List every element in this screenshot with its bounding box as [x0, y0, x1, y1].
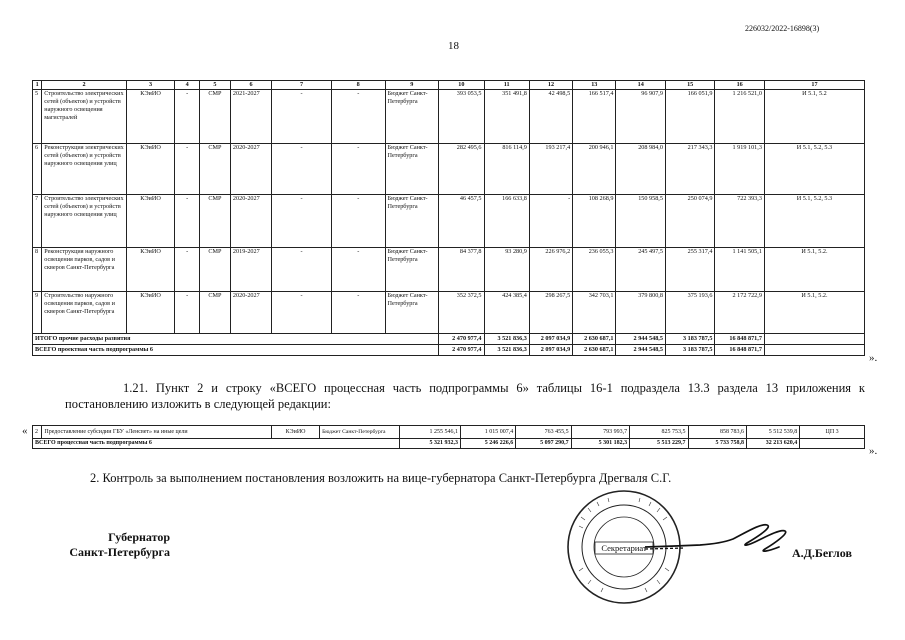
table-cell: Строительство электрических сетей (объектов) и устройств наружного освещения улиц	[42, 195, 127, 248]
table-cell: -	[331, 144, 385, 195]
table-cell: Бюджет Санкт-Петербурга	[385, 248, 439, 292]
table-cell: 5	[33, 90, 42, 144]
signatory-title-line1: Губернатор	[108, 530, 170, 544]
budget-table	[32, 80, 865, 356]
total-label: ВСЕГО проектная часть подпрограммы 6	[33, 345, 439, 356]
table-cell: -	[175, 248, 200, 292]
table-cell: 6	[33, 144, 42, 195]
table-cell: 825 753,5	[630, 426, 688, 439]
table-cell: 5 512 539,8	[746, 426, 799, 439]
table-cell: Реконструкция наружного освещения парков, садов и скверов Санкт-Петербурга	[42, 248, 127, 292]
table-cell: КЭиИО	[272, 426, 320, 439]
table-cell: 166 051,9	[665, 90, 714, 144]
total-label: ИТОГО прочие расходы развития	[33, 334, 439, 345]
table-cell: 282 495,6	[439, 144, 484, 195]
column-header: 13	[573, 81, 616, 90]
total-label: ВСЕГО процессная часть подпрограммы 6	[33, 439, 400, 449]
column-header: 12	[529, 81, 572, 90]
table-cell: 9	[33, 292, 42, 334]
table-cell: СМР	[199, 195, 230, 248]
table-cell: 245 497,5	[616, 248, 665, 292]
table-cell: Реконструкция электрических сетей (объектов) и устройств наружного освещения улиц	[42, 144, 127, 195]
table-row	[33, 90, 865, 144]
column-header: 1	[33, 81, 42, 90]
table-cell: 208 984,0	[616, 144, 665, 195]
table-cell: 858 783,6	[688, 426, 746, 439]
seal-center-text: Секретариат	[601, 543, 647, 553]
table-cell: 108 268,9	[573, 195, 616, 248]
column-header: 11	[484, 81, 529, 90]
table-cell: 793 993,7	[571, 426, 629, 439]
table-row	[33, 195, 865, 248]
table-cell: -	[331, 292, 385, 334]
table-cell: 166 517,4	[573, 90, 616, 144]
table-row	[33, 144, 865, 195]
table-cell: 93 280,9	[484, 248, 529, 292]
table-cell: 816 114,9	[484, 144, 529, 195]
table-cell: -	[331, 248, 385, 292]
table-cell: 2021-2027	[230, 90, 271, 144]
table-cell: 96 907,9	[616, 90, 665, 144]
table-cell: 84 377,8	[439, 248, 484, 292]
table-cell: 200 946,1	[573, 144, 616, 195]
table-cell: -	[175, 195, 200, 248]
table-cell: 217 343,3	[665, 144, 714, 195]
total-value: 5 321 932,3	[400, 439, 461, 449]
total-value: 16 848 871,7	[715, 334, 764, 345]
signatory-name: А.Д.Беглов	[792, 546, 852, 560]
table-cell: 342 703,1	[573, 292, 616, 334]
table-cell: 424 385,4	[484, 292, 529, 334]
table-cell: -	[331, 90, 385, 144]
table-cell: И 5.1, 5.2, 5.3	[764, 144, 864, 195]
table-cell: СМР	[199, 90, 230, 144]
table-cell: -	[272, 292, 332, 334]
total-value: 2 097 034,9	[529, 345, 572, 356]
column-header: 7	[272, 81, 332, 90]
table-cell: -	[272, 248, 332, 292]
total-value: 2 944 548,5	[616, 334, 665, 345]
table-cell: И 5.1, 5.2.	[764, 292, 864, 334]
signatory-title-line2: Санкт-Петербурга	[69, 545, 170, 559]
table-cell: 2020-2027	[230, 292, 271, 334]
table-cell	[800, 439, 865, 449]
table-cell: 42 498,5	[529, 90, 572, 144]
total-value: 3 183 787,5	[665, 345, 714, 356]
table-cell: 166 633,8	[484, 195, 529, 248]
column-header: 3	[126, 81, 174, 90]
total-value: 32 213 620,4	[746, 439, 799, 449]
table-cell: 193 217,4	[529, 144, 572, 195]
table-cell: -	[175, 90, 200, 144]
total-row	[33, 439, 865, 449]
table-cell: КЭиИО	[126, 90, 174, 144]
subsidy-table	[32, 425, 865, 449]
table-cell	[764, 345, 864, 356]
table-cell	[764, 334, 864, 345]
total-value: 3 183 787,5	[665, 334, 714, 345]
total-value: 5 246 226,6	[460, 439, 515, 449]
table-cell: 1 255 546,1	[400, 426, 461, 439]
table-cell: -	[529, 195, 572, 248]
table-cell: Бюджет Санкт-Петербурга	[385, 90, 439, 144]
column-header: 16	[715, 81, 764, 90]
table-cell: 2019-2027	[230, 248, 271, 292]
table-cell: СМР	[199, 144, 230, 195]
table-cell: 2 172 722,9	[715, 292, 764, 334]
total-value: 5 733 758,8	[688, 439, 746, 449]
signatory-title	[60, 530, 170, 560]
total-value: 5 301 182,3	[571, 439, 629, 449]
total-value: 2 630 687,1	[573, 345, 616, 356]
total-value: 2 470 977,4	[439, 334, 484, 345]
table-cell: 236 055,3	[573, 248, 616, 292]
column-header: 10	[439, 81, 484, 90]
table-cell: 1 015 007,4	[460, 426, 515, 439]
page-number: 18	[448, 40, 459, 52]
column-header: 6	[230, 81, 271, 90]
column-header: 2	[42, 81, 127, 90]
document-number: 226032/2022-16898(3)	[745, 24, 820, 33]
closing-quote: ».	[869, 352, 878, 364]
table-cell: Предоставление субсидии ГБУ «Ленсвет» на иные цели	[42, 426, 272, 439]
table-cell: КЭиИО	[126, 144, 174, 195]
table-cell: СМР	[199, 292, 230, 334]
table-cell: И 5.1, 5.2, 5.3	[764, 195, 864, 248]
table-cell: -	[272, 144, 332, 195]
table-cell: -	[175, 144, 200, 195]
total-value: 5 513 229,7	[630, 439, 688, 449]
table-cell: И 5.1, 5.2.	[764, 248, 864, 292]
table-cell: 46 457,5	[439, 195, 484, 248]
table-cell: -	[331, 195, 385, 248]
total-value: 2 097 034,9	[529, 334, 572, 345]
column-header: 5	[199, 81, 230, 90]
paragraph-2: 2. Контроль за выполнением постановления возложить на вице-губернатора Санкт-Петербурга Дрегваля С.Г.	[90, 471, 672, 485]
table-cell: 255 317,4	[665, 248, 714, 292]
table-cell: 2	[33, 426, 42, 439]
total-value: 2 630 687,1	[573, 334, 616, 345]
opening-quote: «	[22, 425, 28, 437]
table-cell: 298 267,5	[529, 292, 572, 334]
table-cell: 1 216 521,0	[715, 90, 764, 144]
table-cell: 1 919 101,3	[715, 144, 764, 195]
table-cell: Строительство наружного освещения парков, садов и скверов Санкт-Петербурга	[42, 292, 127, 334]
table-cell: 150 958,5	[616, 195, 665, 248]
table-cell: 379 800,8	[616, 292, 665, 334]
table-cell: 250 074,9	[665, 195, 714, 248]
total-value: 2 470 977,4	[439, 345, 484, 356]
column-header: 17	[764, 81, 864, 90]
table-cell: 351 491,8	[484, 90, 529, 144]
table-row	[33, 426, 865, 439]
total-row	[33, 345, 865, 356]
table-header-row	[33, 81, 865, 90]
total-value: 3 521 836,3	[484, 334, 529, 345]
table-cell: Бюджет Санкт-Петербурга	[385, 292, 439, 334]
total-value: 3 521 836,3	[484, 345, 529, 356]
table-cell: КЭиИО	[126, 248, 174, 292]
table-cell: КЭиИО	[126, 195, 174, 248]
table-cell: КЭиИО	[126, 292, 174, 334]
closing-quote: ».	[869, 445, 878, 457]
table-cell: И 5.1, 5.2	[764, 90, 864, 144]
table-cell: 226 976,2	[529, 248, 572, 292]
column-header: 15	[665, 81, 714, 90]
table-cell: 2020-2027	[230, 195, 271, 248]
table-cell: 1 141 505,1	[715, 248, 764, 292]
paragraph-1-21: 1.21. Пункт 2 и строку «ВСЕГО процессная часть подпрограммы 6» таблицы 16-1 подраздела 13.3 раздела 13 приложения к постановлению изложить в следующей редакции:	[65, 381, 865, 411]
column-header: 14	[616, 81, 665, 90]
table-cell: Бюджет Санкт-Петербурга	[385, 144, 439, 195]
table-cell: 8	[33, 248, 42, 292]
table-cell: 722 393,3	[715, 195, 764, 248]
table-cell: СМР	[199, 248, 230, 292]
table-row	[33, 292, 865, 334]
total-value: 5 097 290,7	[516, 439, 571, 449]
table-cell: 2020-2027	[230, 144, 271, 195]
table-cell: 7	[33, 195, 42, 248]
table-row	[33, 248, 865, 292]
table-cell: ЦП 3	[800, 426, 865, 439]
table-cell: Бюджет Санкт-Петербурга	[320, 426, 400, 439]
table-cell: -	[272, 195, 332, 248]
table-cell: 352 372,5	[439, 292, 484, 334]
handwritten-signature	[645, 515, 795, 565]
total-value: 2 944 548,5	[616, 345, 665, 356]
table-cell: Бюджет Санкт-Петербурга	[385, 195, 439, 248]
table-cell: -	[272, 90, 332, 144]
total-row	[33, 334, 865, 345]
column-header: 9	[385, 81, 439, 90]
table-cell: 763 455,5	[516, 426, 571, 439]
table-cell: Строительство электрических сетей (объектов) и устройств наружного освещения магистралей	[42, 90, 127, 144]
table-cell: -	[175, 292, 200, 334]
column-header: 8	[331, 81, 385, 90]
column-header: 4	[175, 81, 200, 90]
table-cell: 375 193,6	[665, 292, 714, 334]
total-value: 16 848 871,7	[715, 345, 764, 356]
table-cell: 393 053,5	[439, 90, 484, 144]
